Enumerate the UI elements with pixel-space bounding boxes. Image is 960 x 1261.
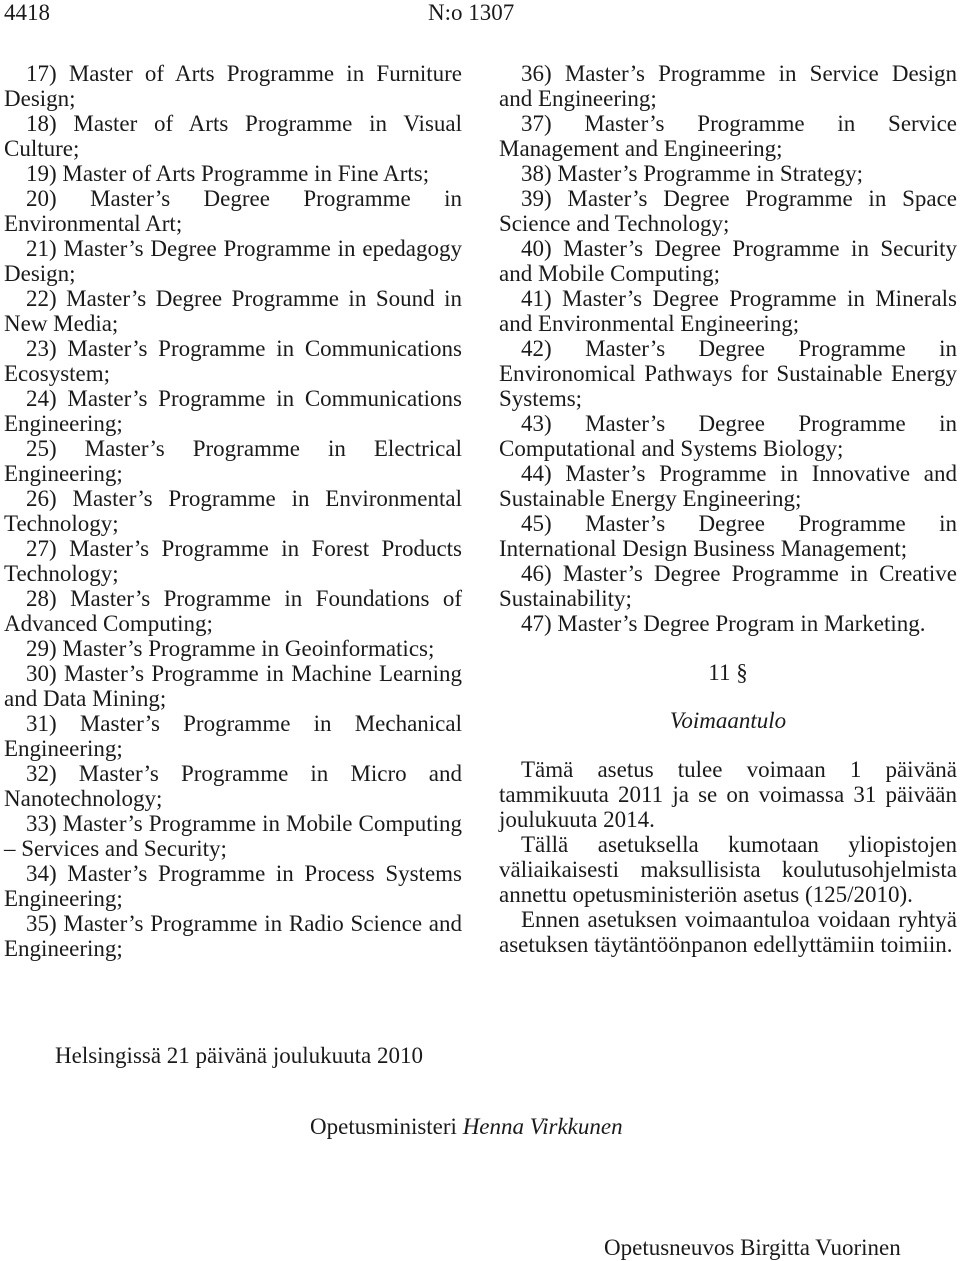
left-column xyxy=(4,61,462,961)
place-date: Helsingissä 21 päivänä joulukuuta 2010 xyxy=(55,1043,423,1068)
list-item: 26) Master’s Programme in Environmental Technology; xyxy=(4,486,462,536)
list-item: 25) Master’s Programme in Electrical Engineering; xyxy=(4,436,462,486)
list-item: 32) Master’s Programme in Micro and Nanotechnology; xyxy=(4,761,462,811)
list-item: 28) Master’s Programme in Foundations of Advanced Computing; xyxy=(4,586,462,636)
list-item: 41) Master’s Degree Programme in Minerals and Environmental Engineering; xyxy=(499,286,957,336)
list-item: 43) Master’s Degree Programme in Computational and Systems Biology; xyxy=(499,411,957,461)
list-item: 38) Master’s Programme in Strategy; xyxy=(521,161,863,186)
list-item: 20) Master’s Degree Programme in Environmental Art; xyxy=(4,186,462,236)
list-item: 45) Master’s Degree Programme in International Design Business Management; xyxy=(499,511,957,561)
list-item: 35) Master’s Programme in Radio Science and Engineering; xyxy=(4,911,462,961)
list-item: 31) Master’s Programme in Mechanical Engineering; xyxy=(4,711,462,761)
right-column xyxy=(499,61,957,957)
list-item: 23) Master’s Programme in Communications Ecosystem; xyxy=(4,336,462,386)
paragraph: Tällä asetuksella kumotaan yliopistojen väliaikaisesti maksullisista koulutusohjelmista annettu opetusministeriön asetus (125/2010). xyxy=(499,832,957,907)
section-title: Voimaantulo xyxy=(669,708,787,733)
list-item: 24) Master’s Programme in Communications Engineering; xyxy=(4,386,462,436)
list-item: 27) Master’s Programme in Forest Products Technology; xyxy=(4,536,462,586)
list-item: 40) Master’s Degree Programme in Security and Mobile Computing; xyxy=(499,236,957,286)
section-number: 11 § xyxy=(708,660,748,685)
paragraph: Tämä asetus tulee voimaan 1 päivänä tammikuuta 2011 ja se on voimassa 31 päivään joulukuuta 2014. xyxy=(499,757,957,832)
counsellor-signature: Opetusneuvos Birgitta Vuorinen xyxy=(604,1235,901,1260)
list-item: 39) Master’s Degree Programme in Space Science and Technology; xyxy=(499,186,957,236)
list-item: 44) Master’s Programme in Innovative and Sustainable Energy Engineering; xyxy=(499,461,957,511)
list-item: 19) Master of Arts Programme in Fine Arts; xyxy=(26,161,430,186)
list-item: 33) Master’s Programme in Mobile Computing – Services and Security; xyxy=(4,811,462,861)
list-item: 18) Master of Arts Programme in Visual Culture; xyxy=(4,111,462,161)
list-item: 30) Master’s Programme in Machine Learning and Data Mining; xyxy=(4,661,462,711)
minister-name: Henna Virkkunen xyxy=(462,1114,623,1139)
list-item: 42) Master’s Degree Programme in Environomical Pathways for Sustainable Energy Systems; xyxy=(499,336,957,411)
list-item: 36) Master’s Programme in Service Design and Engineering; xyxy=(499,61,957,111)
issue-number: N:o 1307 xyxy=(428,0,515,25)
page-header xyxy=(4,0,524,26)
list-item: 21) Master’s Degree Programme in epedagogy Design; xyxy=(4,236,462,286)
list-item: 22) Master’s Degree Programme in Sound in New Media; xyxy=(4,286,462,336)
list-item: 17) Master of Arts Programme in Furniture Design; xyxy=(4,61,462,111)
paragraph: Ennen asetuksen voimaantuloa voidaan ryhtyä asetuksen täytäntöönpanon edellyttämiin toimiin. xyxy=(499,907,957,957)
minister-signature xyxy=(310,1114,623,1139)
minister-title: Opetusministeri xyxy=(310,1114,457,1139)
list-item: 47) Master’s Degree Program in Marketing. xyxy=(521,611,926,636)
list-item: 37) Master’s Programme in Service Management and Engineering; xyxy=(499,111,957,161)
page-number: 4418 xyxy=(4,0,50,25)
list-item: 29) Master’s Programme in Geoinformatics; xyxy=(26,636,435,661)
list-item: 46) Master’s Degree Programme in Creative Sustainability; xyxy=(499,561,957,611)
list-item: 34) Master’s Programme in Process Systems Engineering; xyxy=(4,861,462,911)
